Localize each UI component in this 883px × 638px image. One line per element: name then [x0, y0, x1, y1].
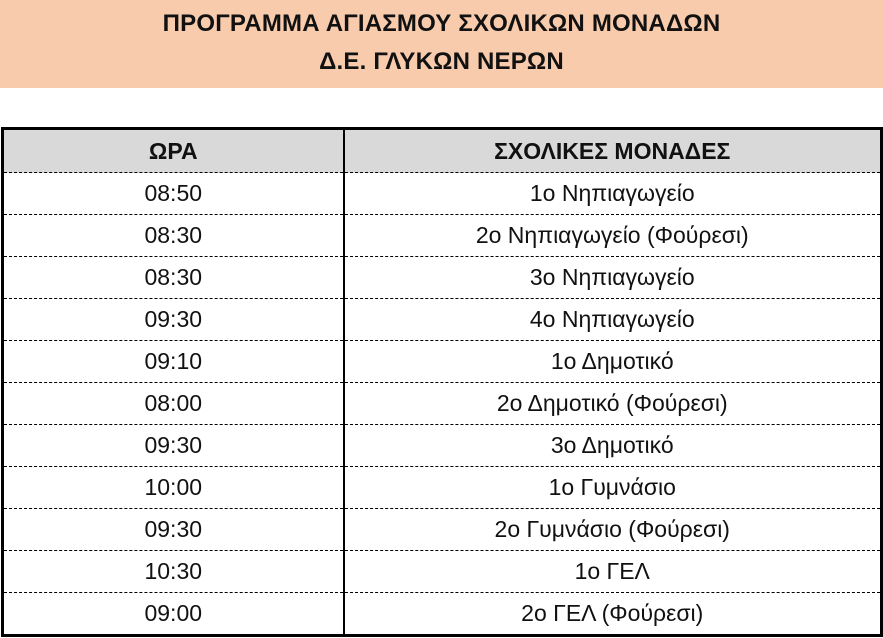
time-cell: 08:30 [3, 215, 344, 257]
time-cell: 09:10 [3, 341, 344, 383]
time-cell: 09:30 [3, 509, 344, 551]
column-header-school: ΣΧΟΛΙΚΕΣ ΜΟΝΑΔΕΣ [344, 129, 882, 173]
time-cell: 10:00 [3, 467, 344, 509]
table-row [3, 173, 882, 215]
school-cell: 2ο ΓΕΛ (Φούρεσι) [344, 593, 882, 636]
time-cell: 09:30 [3, 299, 344, 341]
table-row [3, 299, 882, 341]
table-row [3, 215, 882, 257]
time-cell: 08:50 [3, 173, 344, 215]
school-cell: 1ο ΓΕΛ [344, 551, 882, 593]
school-cell: 2ο Νηπιαγωγείο (Φούρεσι) [344, 215, 882, 257]
column-header-time: ΩΡΑ [3, 129, 344, 173]
table-row [3, 383, 882, 425]
table-row [3, 551, 882, 593]
school-cell: 3ο Νηπιαγωγείο [344, 257, 882, 299]
table-header-row [3, 129, 882, 173]
school-cell: 1ο Γυμνάσιο [344, 467, 882, 509]
school-cell: 3ο Δημοτικό [344, 425, 882, 467]
school-cell: 2ο Δημοτικό (Φούρεσι) [344, 383, 882, 425]
time-cell: 10:30 [3, 551, 344, 593]
school-cell: 1ο Δημοτικό [344, 341, 882, 383]
table-row [3, 341, 882, 383]
title-banner [0, 0, 883, 88]
school-cell: 1ο Νηπιαγωγείο [344, 173, 882, 215]
table-row [3, 593, 882, 636]
table-row [3, 257, 882, 299]
time-cell: 08:30 [3, 257, 344, 299]
table-row [3, 467, 882, 509]
page-title: ΠΡΟΓΡΑΜΜΑ ΑΓΙΑΣΜΟΥ ΣΧΟΛΙΚΩΝ ΜΟΝΑΔΩΝ [162, 10, 721, 37]
school-cell: 2ο Γυμνάσιο (Φούρεσι) [344, 509, 882, 551]
schedule-table [1, 127, 883, 637]
time-cell: 08:00 [3, 383, 344, 425]
table-row [3, 509, 882, 551]
school-cell: 4ο Νηπιαγωγείο [344, 299, 882, 341]
table-row [3, 425, 882, 467]
time-cell: 09:30 [3, 425, 344, 467]
page-subtitle: Δ.Ε. ΓΛΥΚΩΝ ΝΕΡΩΝ [319, 48, 564, 75]
time-cell: 09:00 [3, 593, 344, 636]
